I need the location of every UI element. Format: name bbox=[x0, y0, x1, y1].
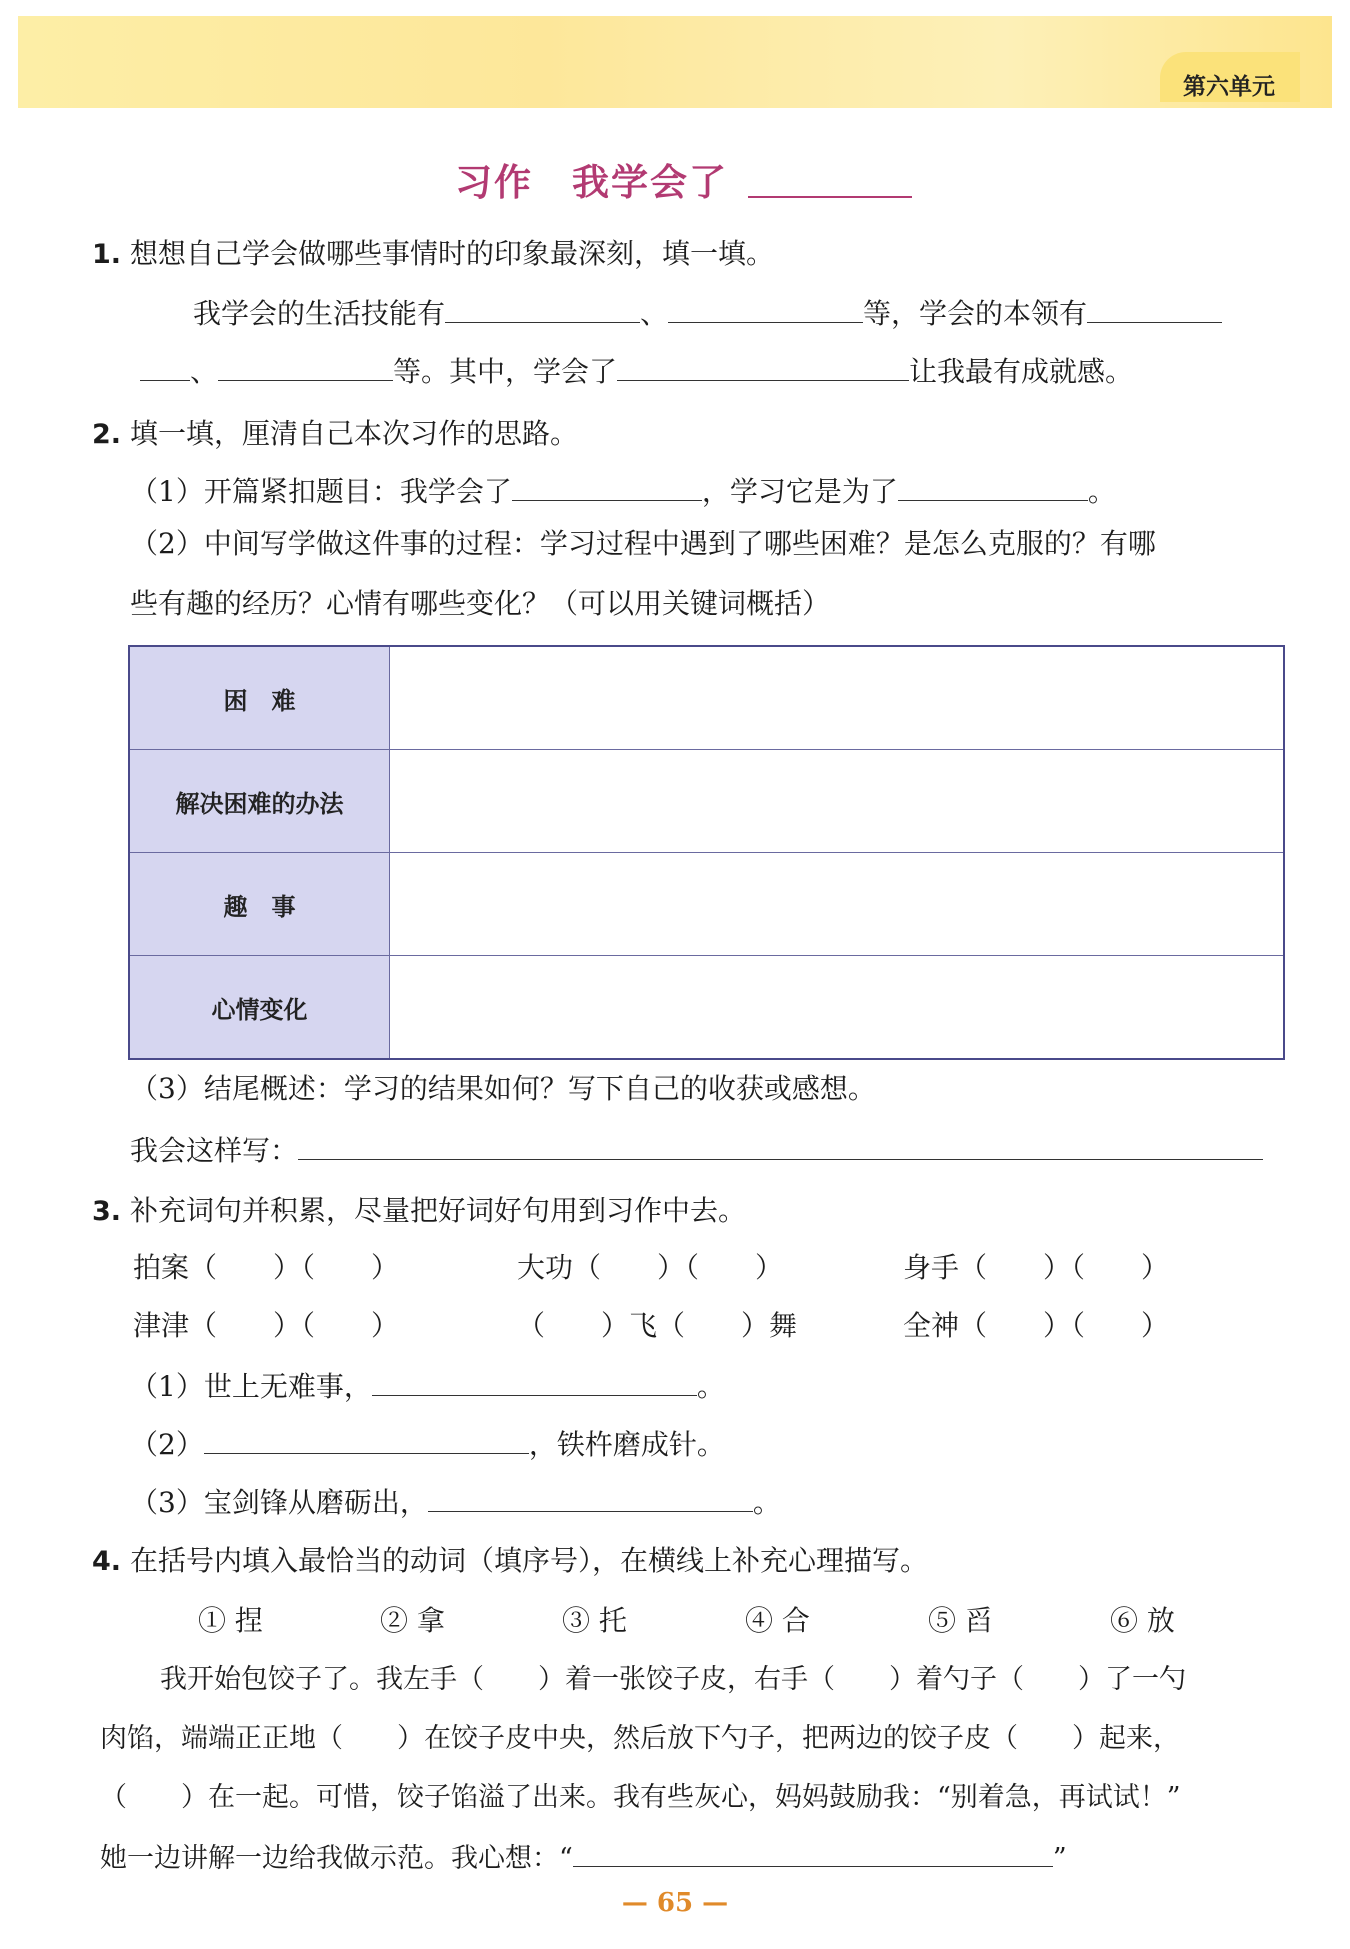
q4-l4-end: ” bbox=[1052, 1843, 1067, 1874]
q1-ending: 让我最有成就感。 bbox=[909, 355, 1134, 388]
q1-text: 想想自己学会做哪些事情时的印象最深刻，填一填。 bbox=[129, 237, 774, 270]
q1-learned-label: 等。其中，学会了 bbox=[393, 355, 618, 388]
q4-number: 4. bbox=[92, 1546, 122, 1577]
q4-passage-line-4 bbox=[100, 1838, 1067, 1877]
unit-label: 第六单元 bbox=[1183, 74, 1275, 100]
row-label-mood: 心情变化 bbox=[129, 956, 390, 1060]
q4-text: 在括号内填入最恰当的动词（填序号），在横线上补充心理描写。 bbox=[129, 1544, 928, 1577]
q4-passage-line-3: （ ）在一起。可惜，饺子馅溢了出来。我有些灰心，妈妈鼓励我：“别着急，再试试！” bbox=[100, 1782, 1181, 1813]
q3-blank-s3[interactable] bbox=[428, 1483, 753, 1512]
q3-idiom-4[interactable]: 津津（ ）（ ） bbox=[133, 1309, 400, 1342]
q1-number: 1. bbox=[92, 239, 122, 270]
q3-idiom-2[interactable]: 大功（ ）（ ） bbox=[517, 1251, 784, 1284]
q1-line1 bbox=[193, 294, 1222, 332]
row-label-fun: 趣 事 bbox=[129, 853, 390, 956]
q2-text: 填一填，厘清自己本次习作的思路。 bbox=[129, 417, 578, 450]
q2-blank-skill[interactable] bbox=[512, 472, 702, 501]
q2-stem bbox=[92, 416, 578, 453]
answer-cell-mood[interactable] bbox=[390, 956, 1285, 1060]
q3-idiom-6[interactable]: 全神（ ）（ ） bbox=[903, 1309, 1170, 1342]
q1-line2 bbox=[140, 352, 1133, 390]
q2-write-label: 我会这样写： bbox=[130, 1134, 299, 1167]
table-row bbox=[129, 750, 1284, 853]
answer-cell-difficulty[interactable] bbox=[390, 646, 1285, 750]
q3-sentence-2 bbox=[130, 1425, 725, 1463]
q4-passage-line-2: 肉馅，端端正正地（ ）在饺子皮中央，然后放下勺子，把两边的饺子皮（ ）起来， bbox=[100, 1723, 1180, 1754]
q3-sentence-3 bbox=[130, 1483, 781, 1521]
thinking-table bbox=[128, 645, 1285, 1060]
q4-blank-thought[interactable] bbox=[573, 1838, 1053, 1867]
q3-idiom-1[interactable]: 拍案（ ）（ ） bbox=[133, 1251, 400, 1284]
row-label-solution: 解决困难的办法 bbox=[129, 750, 390, 853]
q2-p1-purpose: ，学习它是为了 bbox=[701, 475, 898, 508]
q2-part3: （3）结尾概述：学习的结果如何？写下自己的收获或感想。 bbox=[130, 1072, 876, 1105]
q4-option-5: ⑤ 舀 bbox=[928, 1604, 993, 1637]
q1-sep: 、 bbox=[640, 297, 669, 330]
q1-skills-label: 我学会的生活技能有 bbox=[193, 297, 446, 330]
q3-number: 3. bbox=[92, 1196, 122, 1227]
table-row bbox=[129, 853, 1284, 956]
q2-number: 2. bbox=[92, 419, 122, 450]
q2-p1-end: 。 bbox=[1087, 475, 1116, 508]
page-number: — 65 — bbox=[621, 1888, 729, 1918]
page-title: 习作 我学会了 bbox=[455, 161, 728, 204]
q1-blank-ability-1b[interactable] bbox=[140, 352, 190, 381]
q1-sep-2: 、 bbox=[190, 355, 219, 388]
q4-l4-text: 她一边讲解一边给我做示范。我心想：“ bbox=[100, 1843, 573, 1874]
q1-blank-ability-2[interactable] bbox=[218, 352, 393, 381]
q1-blank-ability-1a[interactable] bbox=[1087, 294, 1222, 323]
answer-cell-fun[interactable] bbox=[390, 853, 1285, 956]
table-row bbox=[129, 646, 1284, 750]
q4-option-6: ⑥ 放 bbox=[1110, 1604, 1175, 1637]
q3-idiom-3[interactable]: 身手（ ）（ ） bbox=[903, 1251, 1170, 1284]
q2-write-line bbox=[130, 1131, 1263, 1169]
q2-p1-label: （1）开篇紧扣题目：我学会了 bbox=[130, 475, 512, 508]
title-blank bbox=[748, 196, 912, 198]
q2-part2-line1: （2）中间写学做这件事的过程：学习过程中遇到了哪些困难？是怎么克服的？有哪 bbox=[130, 527, 1156, 560]
q3-sentence-1 bbox=[130, 1367, 725, 1405]
q3-s2-end: ，铁杵磨成针。 bbox=[528, 1428, 725, 1461]
q4-option-1: ① 捏 bbox=[198, 1604, 263, 1637]
q3-s3-end: 。 bbox=[752, 1486, 781, 1519]
q4-stem bbox=[92, 1543, 928, 1580]
q1-blank-skill-2[interactable] bbox=[668, 294, 863, 323]
table-row bbox=[129, 956, 1284, 1060]
q3-stem bbox=[92, 1193, 746, 1230]
q1-blank-proudest[interactable] bbox=[617, 352, 909, 381]
q1-blank-skill-1[interactable] bbox=[445, 294, 640, 323]
answer-cell-solution[interactable] bbox=[390, 750, 1285, 853]
q1-abilities-label: 等，学会的本领有 bbox=[863, 297, 1088, 330]
q3-idiom-5[interactable]: （ ）飞（ ）舞 bbox=[517, 1309, 798, 1342]
q4-passage-line-1: 我开始包饺子了。我左手（ ）着一张饺子皮，右手（ ）着勺子（ ）了一勺 bbox=[160, 1664, 1186, 1695]
header-band bbox=[18, 16, 1332, 108]
q1-stem bbox=[92, 236, 774, 273]
q2-blank-purpose[interactable] bbox=[898, 472, 1088, 501]
q4-option-2: ② 拿 bbox=[380, 1604, 445, 1637]
q2-blank-write[interactable] bbox=[298, 1131, 1263, 1160]
q4-option-4: ④ 合 bbox=[745, 1604, 810, 1637]
q3-blank-s1[interactable] bbox=[372, 1367, 697, 1396]
q2-part1 bbox=[130, 472, 1116, 510]
q3-blank-s2[interactable] bbox=[204, 1425, 529, 1454]
q4-option-3: ③ 托 bbox=[562, 1604, 627, 1637]
row-label-difficulty: 困 难 bbox=[129, 646, 390, 750]
q3-s1-end: 。 bbox=[696, 1370, 725, 1403]
q3-s3-text: （3）宝剑锋从磨砺出， bbox=[130, 1486, 428, 1519]
q3-s1-text: （1）世上无难事， bbox=[130, 1370, 372, 1403]
q3-text: 补充词句并积累，尽量把好词好句用到习作中去。 bbox=[129, 1194, 746, 1227]
q3-s2-text: （2） bbox=[130, 1428, 204, 1461]
q2-part2-line2: 些有趣的经历？心情有哪些变化？（可以用关键词概括） bbox=[130, 587, 831, 620]
